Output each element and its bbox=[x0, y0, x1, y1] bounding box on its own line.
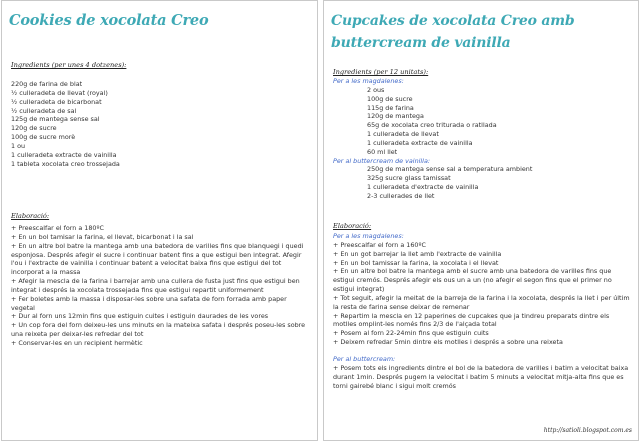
cupcakes-steps-list bbox=[333, 232, 633, 390]
cupcakes-ingredients-list bbox=[333, 77, 633, 201]
cookies-title: Cookies de xocolata Creo bbox=[9, 12, 209, 29]
step-item: + Posem al forn 22-24min fins que estiguin cuits bbox=[333, 329, 489, 338]
step-item: + Afegir la mescla de la farina i barrejar amb una cullera de fusta just fins que estigui ben integrat i després la xocolata trossejada fins que estigui repartit uniformement bbox=[11, 277, 300, 294]
step-item: + Preescalfar el forn a 180ºC bbox=[11, 224, 104, 232]
step-item: + Dur al forn uns 12min fins que estiguin cuites i estiguin daurades de les vores bbox=[11, 312, 269, 321]
ingredient-item: 1 culleradeta extracte de vainilla bbox=[367, 138, 473, 147]
cookies-ingredients-heading: Ingredients (per unes 4 dotzenes): bbox=[11, 61, 127, 69]
cookies-ingredients-list bbox=[11, 80, 311, 168]
steps-magdalenes-label: Per a les magdalenes: bbox=[333, 232, 404, 240]
ingredient-item: 125g de mantega sense sal bbox=[11, 115, 100, 124]
magdalenes-label: Per a les magdalenes: bbox=[333, 77, 404, 85]
cookies-steps-heading: Elaboració: bbox=[11, 212, 50, 220]
step-item: + Tot seguit, afegir la meitat de la barreja de la farina i la xocolata, després la llet i per últim la resta de farina sense deixar de remenar bbox=[333, 293, 630, 311]
step-item: + En un got barrejar la llet amb l'extracte de vainilla bbox=[333, 249, 502, 258]
cupcakes-steps-heading: Elaboració: bbox=[333, 222, 372, 230]
ingredient-item: 325g sucre glass tamissat bbox=[367, 174, 451, 183]
step-item: + En un altre bol batre la mantega amb el sucre amb una batedora de varilles fins que estigui cremós. Després afegir els ous un a un (no afegir el segon fins que el primer no estigui integrat) bbox=[333, 267, 612, 294]
ingredient-item: 2 ous bbox=[367, 85, 385, 94]
ingredient-item: ½ culleradeta de llevat (royal) bbox=[11, 88, 108, 97]
ingredient-item: 1 culleradeta extracte de vainilla bbox=[11, 150, 117, 159]
step-item: + Un cop fora del forn deixeu-les uns minuts en la mateixa safata i després poseu-les sobre una reixeta per deixar-les refredar del tot bbox=[11, 321, 306, 339]
step-item: + En un bol tamisar la farina, el llevat, bicarbonat i la sal bbox=[11, 232, 194, 241]
ingredient-item: 120g de mantega bbox=[367, 112, 424, 121]
step-item: + En un altre bol batre la mantega amb una batedora de varilles fins que blanquegi i quedi esponjosa. Després afegir el sucre i continuar batent fins a que estigui ben integrat. Afegir l'ou i l'extracte de vainilla i continuar batent a velocitat baixa fins que estigui del tot incorporat a la massa bbox=[11, 241, 304, 277]
step-item: + Fer boletes amb la massa i disposar-les sobre una safata de forn forrada amb paper vegetal bbox=[11, 294, 287, 312]
step-item: + Posem tots els ingredients dintre el bol de la batedora de varilles i batim a velocitat baixa durant 1min. Després pugem la velocitat i batim 5 minuts a velocitat mitja-alta fins que es torni gairebé blanc i sigui molt cremós bbox=[333, 363, 629, 390]
ingredient-item: ½ culleradeta de bicarbonat bbox=[11, 97, 102, 106]
ingredient-item: 120g de sucre bbox=[11, 124, 57, 133]
step-item: + Conservar-les en un recipient hermètic bbox=[11, 338, 143, 347]
step-item: + En un bol tamissar la farina, la xocolata i el llevat bbox=[333, 258, 499, 267]
ingredient-item: 100g de sucre morè bbox=[11, 133, 76, 142]
ingredient-item: 2-3 cullerades de llet bbox=[367, 191, 435, 200]
step-item: + Preescalfar el forn a 160ºC bbox=[333, 240, 426, 249]
cupcakes-ingredients-heading: Ingredients (per 12 unitats): bbox=[333, 68, 429, 76]
blog-url[interactable]: http://satioli.blogspot.com.es bbox=[543, 427, 632, 434]
ingredient-item: 1 culleradeta de llevat bbox=[367, 130, 439, 139]
step-item: + Deixem refredar 5min dintre els motlles i després a sobre una reixeta bbox=[333, 338, 563, 347]
cookies-recipe-card bbox=[1, 0, 318, 441]
ingredient-item: 100g de sucre bbox=[367, 94, 413, 103]
ingredient-item: 1 culleradeta d'extracte de vainilla bbox=[367, 183, 479, 192]
ingredient-item: 250g de mantega sense sal a temperatura ambient bbox=[367, 165, 533, 174]
ingredient-item: 115g de farina bbox=[367, 103, 414, 112]
ingredient-item: 65g de xocolata creo triturada o ratllada bbox=[367, 121, 497, 130]
steps-buttercream-label: Per al buttercream: bbox=[333, 354, 396, 363]
buttercream-label: Per al buttercream de vainilla: bbox=[333, 156, 431, 165]
ingredient-item: 60 ml llet bbox=[367, 147, 398, 156]
ingredient-item: 220g de farina de blat bbox=[11, 80, 83, 88]
ingredient-item: 1 tableta xocolata creo trossejada bbox=[11, 159, 120, 168]
ingredient-item: 1 ou bbox=[11, 141, 26, 150]
cookies-steps-list bbox=[11, 224, 311, 348]
cupcakes-recipe-card bbox=[323, 0, 639, 441]
cupcakes-title: Cupcakes de xocolata Creo amb buttercream de vainilla bbox=[331, 13, 575, 51]
ingredient-item: ½ culleradeta de sal bbox=[11, 106, 77, 115]
step-item: + Repartim la mescla en 12 paperines de cupcakes que ja tindreu preparats dintre els motlles omplint-les només fins 2/3 de l'alçada total bbox=[333, 311, 610, 329]
